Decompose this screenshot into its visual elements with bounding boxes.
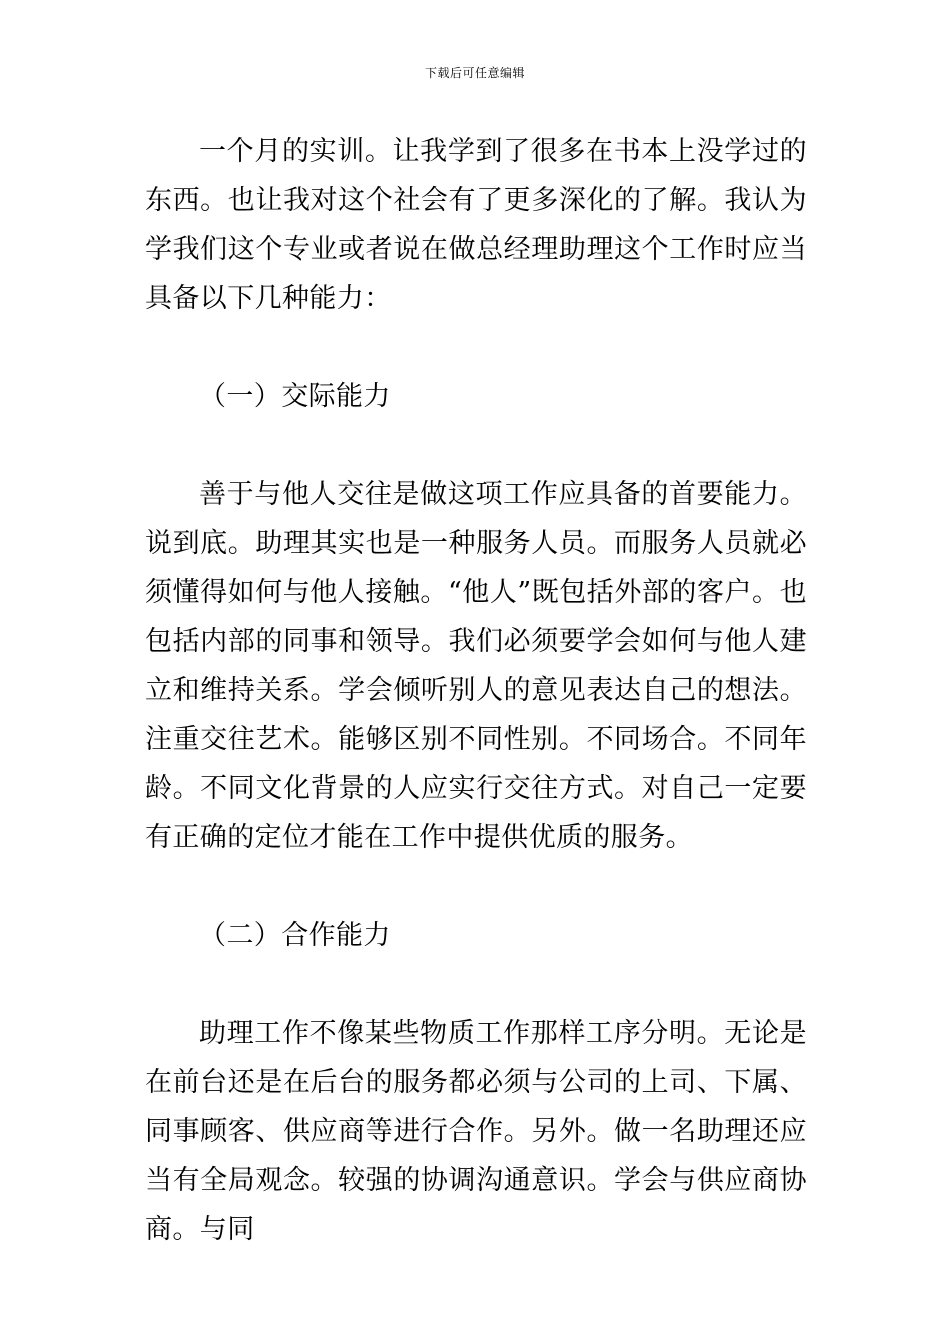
paragraph-cooperation: 助理工作不像某些物质工作那样工序分明。无论是在前台还是在后台的服务都必须与公司的上司、下属、同事顾客、供应商等进行合作。另外。做一名助理还应当有全局观念。较强的协调沟通意识。学会与供应商协商。与同 — [145, 1018, 807, 1245]
paragraph-communication: 善于与他人交往是做这项工作应具备的首要能力。说到底。助理其实也是一种服务人员。而服务人员就必须懂得如何与他人接触。“他人”既包括外部的客户。也包括内部的同事和领导。我们必须要学会如何与他人建立和维持关系。学会倾听别人的意见表达自己的想法。注重交往艺术。能够区别不同性别。不同场合。不同年龄。不同文化背景的人应实行交往方式。对自己一定要有正确的定位才能在工作中提供优质的服务。 — [145, 479, 807, 853]
section-heading-cooperation: （二）合作能力 — [199, 920, 391, 951]
document-body — [145, 127, 807, 1254]
page-header: 下载后可任意编辑 — [424, 66, 525, 80]
section-heading-communication: （一）交际能力 — [199, 381, 391, 412]
paragraph-intro: 一个月的实训。让我学到了很多在书本上没学过的东西。也让我对这个社会有了更多深化的了解。我认为学我们这个专业或者说在做总经理助理这个工作时应当具备以下几种能力： — [145, 136, 807, 314]
